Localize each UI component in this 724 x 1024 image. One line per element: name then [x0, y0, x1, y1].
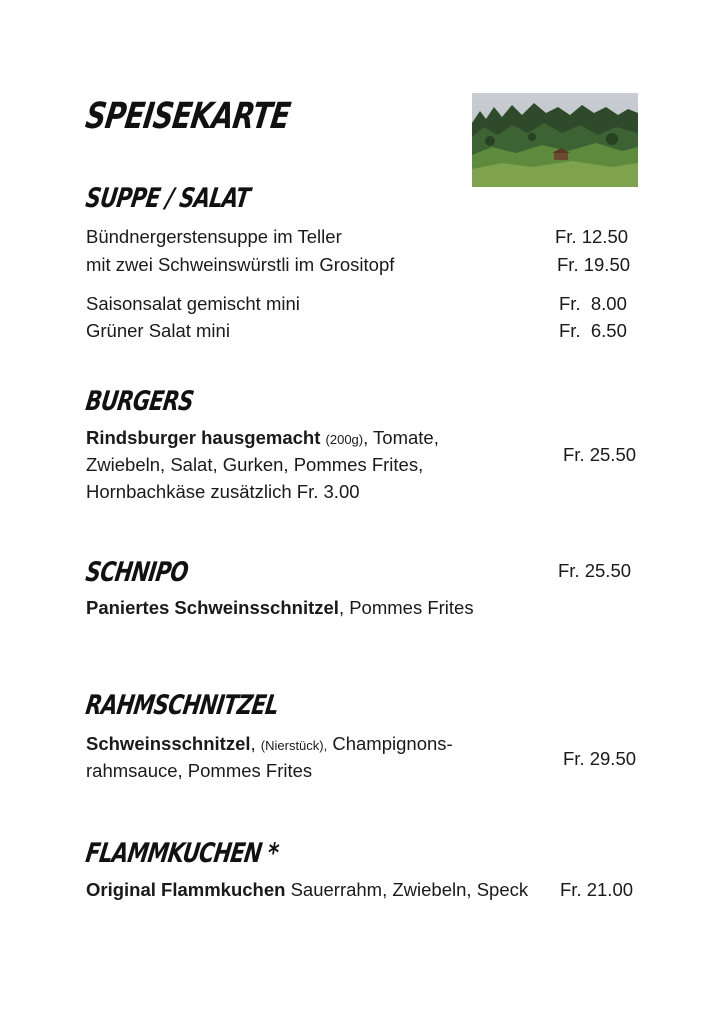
dish-name: Schweinsschnitzel: [86, 733, 251, 754]
menu-item-price: Fr. 25.50: [563, 444, 637, 465]
menu-item-price: Fr. 25.50: [558, 560, 632, 581]
burger-description-line-1: [86, 424, 439, 453]
dish-description: Champignons-: [327, 733, 453, 754]
menu-item-text: Grüner Salat mini: [86, 320, 230, 341]
dish-name: Paniertes Schweinsschnitzel: [86, 597, 339, 618]
dish-cut: (Nierstück),: [260, 738, 328, 753]
separator: ,: [250, 733, 261, 754]
menu-item-price: Fr. 12.50: [555, 226, 629, 247]
menu-item-text: Bündnergerstensuppe im Teller: [86, 226, 342, 247]
burger-description-line-2: Zwiebeln, Salat, Gurken, Pommes Frites,: [86, 454, 424, 475]
menu-item-price: Fr. 19.50: [557, 254, 631, 275]
rahmschnitzel-description-line-1: [86, 730, 453, 759]
section-heading-suppe: SUPPE / SALAT: [83, 183, 252, 214]
section-heading-burgers: BURGERS: [83, 386, 196, 417]
menu-item-text: Saisonsalat gemischt mini: [86, 293, 300, 314]
dish-description: , Tomate,: [363, 427, 439, 448]
flammkuchen-description: [86, 876, 528, 903]
dish-description: Sauerrahm, Zwiebeln, Speck: [285, 879, 529, 900]
menu-item-price: Fr. 29.50: [563, 748, 637, 769]
dish-description: , Pommes Frites: [338, 597, 474, 618]
burger-description-line-3: Hornbachkäse zusätzlich Fr. 3.00: [86, 481, 360, 502]
dish-name: Rindsburger hausgemacht: [86, 427, 321, 448]
menu-item-price: Fr. 21.00: [560, 879, 634, 900]
menu-item-price: Fr. 8.00: [559, 293, 627, 314]
forest-photo: [472, 93, 638, 187]
menu-item-text: mit zwei Schweinswürstli im Grositopf: [86, 254, 395, 275]
section-heading-schnipo: SCHNIPO: [83, 557, 190, 588]
schnipo-description: [86, 594, 474, 621]
menu-item-price: Fr. 6.50: [559, 320, 627, 341]
rahmschnitzel-description-line-2: rahmsauce, Pommes Frites: [86, 760, 313, 781]
dish-name: Original Flammkuchen: [86, 879, 286, 900]
section-heading-rahmschnitzel: RAHMSCHNITZEL: [83, 690, 281, 721]
dish-weight: (200g): [325, 432, 364, 447]
section-heading-flammkuchen: FLAMMKUCHEN *: [83, 838, 281, 869]
page-title: SPEISEKARTE: [83, 96, 293, 137]
